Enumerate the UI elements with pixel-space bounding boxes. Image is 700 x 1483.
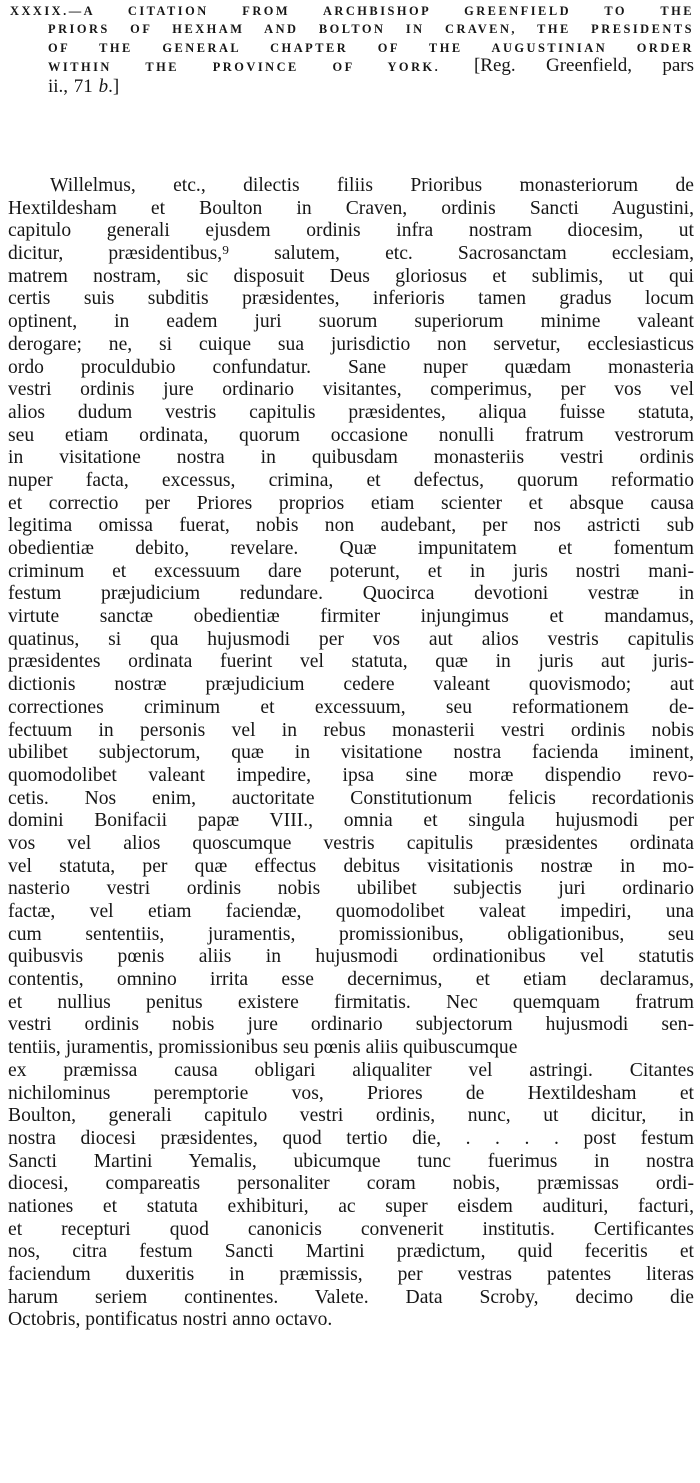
- body-line: Willelmus, etc., dilectis filiis Prioribus monasteriorum de: [50, 175, 694, 196]
- body-line: quomodolibet valeant impedire, ipsa sine moræ dispendio revo-: [8, 764, 694, 786]
- body-line: vos vel alios quoscumque vestris capitulis præsidentes ordinata: [8, 832, 694, 854]
- body-line: nos, citra festum Sancti Martini prædictum, quid feceritis et: [8, 1241, 694, 1263]
- body-line: seu etiam ordinata, quorum occasione nonulli fratrum vestrorum: [8, 424, 694, 446]
- body-line: festum præjudicium redundare. Quocirca devotioni vestræ in: [8, 583, 694, 605]
- body-line: alios dudum vestris capitulis præsidentes, aliqua fuisse statuta,: [8, 401, 694, 423]
- body-line: vestri ordinis jure ordinario visitantes, comperimus, per vos vel: [8, 379, 694, 401]
- body-line: Boulton, generali capitulo vestri ordinis, nunc, ut dicitur, in: [8, 1105, 694, 1127]
- letter-body: [8, 175, 694, 1332]
- body-line: cetis. Nos enim, auctoritate Constitutionum felicis recordationis: [8, 787, 694, 809]
- body-line: Hextildesham et Boulton in Craven, ordinis Sancti Augustini,: [8, 197, 694, 219]
- body-line: in visitatione nostra in quibusdam monasteriis vestri ordinis: [8, 447, 694, 469]
- body-line: cum sententiis, juramentis, promissionibus, obligationibus, seu: [8, 923, 694, 945]
- body-line: contentis, omnino irrita esse decernimus, et etiam declaramus,: [8, 969, 694, 991]
- body-line: tentiis, juramentis, promissionibus seu pœnis aliis quibuscumque: [8, 1037, 518, 1059]
- body-line: derogare; ne, si cuique sua jurisdictio non servetur, ecclesiasticus: [8, 333, 694, 355]
- body-line: Octobris, pontificatus nostri anno octavo.: [8, 1309, 333, 1331]
- body-line: nationes et statuta exhibituri, ac super eisdem audituri, facturi,: [8, 1195, 694, 1217]
- body-line: dicitur, præsidentibus,⁹ salutem, etc. Sacrosanctam ecclesiam,: [8, 243, 694, 265]
- body-line: ordo proculdubio confundatur. Sane nuper quædam monasteria: [8, 356, 694, 378]
- body-line: faciendum duxeritis in præmissis, per vestras patentes literas: [8, 1264, 694, 1285]
- body-line: et recepturi quod canonicis convenerit institutis. Certificantes: [8, 1218, 694, 1240]
- document-heading: [10, 2, 694, 98]
- heading-line-1: XXXIX.—A CITATION FROM ARCHBISHOP GREENFIELD TO THE: [10, 4, 694, 18]
- body-line: correctiones criminum et excessuum, seu reformationem de-: [8, 696, 694, 718]
- body-line: nasterio vestri ordinis nobis ubilibet subjectis juri ordinario: [8, 878, 694, 900]
- body-line: Sancti Martini Yemalis, ubicumque tunc fuerimus in nostra: [8, 1150, 694, 1172]
- body-line: certis suis subditis præsidentes, inferioris tamen gradus locum: [8, 288, 694, 310]
- body-line: virtute sanctæ obedientiæ firmiter injungimus et mandamus,: [8, 606, 694, 628]
- body-line: nichilominus peremptorie vos, Priores de Hextildesham et: [8, 1082, 694, 1104]
- body-line: quatinus, si qua hujusmodi per vos aut alios vestris capitulis: [8, 628, 694, 650]
- body-line: vestri ordinis nobis jure ordinario subjectorum hujusmodi sen-: [8, 1014, 694, 1036]
- body-line: et nullius penitus existere firmitatis. Nec quemquam fratrum: [8, 991, 694, 1013]
- body-line: ubilibet subjectorum, quæ in visitatione nostra facienda iminent,: [8, 742, 694, 764]
- body-line: diocesi, compareatis personaliter coram nobis, præmissas ordi-: [8, 1173, 694, 1195]
- register-reference: [Reg. Greenfield, pars: [473, 55, 694, 77]
- register-reference-continued: ii., 71 b.]: [48, 75, 120, 97]
- heading-line-2: PRIORS OF HEXHAM AND BOLTON IN CRAVEN, THE PRESIDENTS: [48, 22, 694, 37]
- body-line: ex præmissa causa obligari aliqualiter vel astringi. Citantes: [8, 1059, 694, 1081]
- body-line: fectuum in personis vel in rebus monasterii vestri ordinis nobis: [8, 719, 694, 741]
- body-line: dictionis nostræ præjudicium cedere valeant quovismodo; aut: [8, 674, 694, 696]
- body-line: optinent, in eadem juri suorum superiorum minime valeant: [8, 311, 694, 333]
- body-line: criminum et excessuum dare poterunt, et in juris nostri mani-: [8, 560, 694, 582]
- body-line: nostra diocesi præsidentes, quod tertio die, . . . . post festum: [8, 1127, 694, 1149]
- heading-line-4-text: WITHIN THE PROVINCE OF YORK.: [48, 60, 441, 75]
- body-line: legitima omissa fuerat, nobis non audebant, per nos astricti sub: [8, 515, 694, 537]
- body-line: nuper facta, excessus, crimina, et defectus, quorum reformatio: [8, 469, 694, 491]
- body-line: præsidentes ordinata fuerint vel statuta, quæ in juris aut juris-: [8, 651, 694, 673]
- body-line: matrem nostram, sic disposuit Deus gloriosus et sublimis, ut qui: [8, 265, 694, 287]
- body-line: factæ, vel etiam faciendæ, quomodolibet valeat impediri, una: [8, 901, 694, 922]
- body-line: obedientiæ debito, revelare. Quæ impunitatem et fomentum: [8, 538, 694, 559]
- body-line: vel statuta, per quæ effectus debitus visitationis nostræ in mo-: [8, 855, 694, 877]
- body-line: et correctio per Priores proprios etiam scienter et absque causa: [8, 492, 694, 514]
- heading-line-4: [10, 57, 694, 75]
- body-line: domini Bonifacii papæ VIII., omnia et singula hujusmodi per: [8, 810, 694, 832]
- body-line: quibusvis pœnis aliis in hujusmodi ordinationibus vel statutis: [8, 946, 694, 968]
- heading-line-3: OF THE GENERAL CHAPTER OF THE AUGUSTINIAN ORDER: [48, 40, 694, 55]
- body-line: harum seriem continentes. Valete. Data Scroby, decimo die: [8, 1286, 694, 1308]
- body-line: capitulo generali ejusdem ordinis infra nostram diocesim, ut: [8, 220, 694, 242]
